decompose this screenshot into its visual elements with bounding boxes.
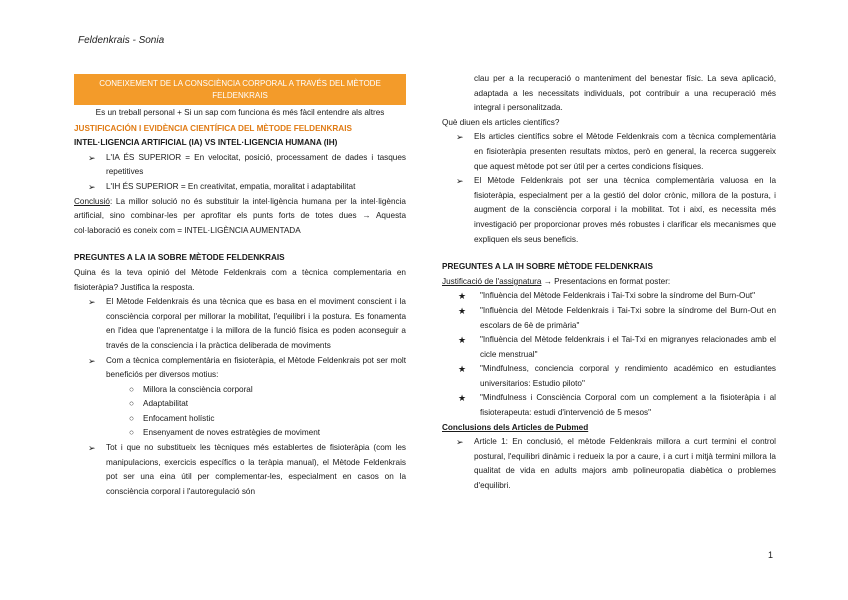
list-item: ➢ El Mètode Feldenkrais pot ser una tècnica complementària valuosa en la fisioteràpia, especialment per a la gestió del dolor crònic, millora de la postura, i augment de la consciència corporal i la mobilitat. Tot i així, es necessita més investigació per proporcionar proves més robustes i clarificar els mecanismes que expliquen els seus beneficis. <box>442 174 776 247</box>
conclusio-label: Conclusió <box>74 196 110 206</box>
justificacio-line <box>442 275 776 290</box>
list-item: ➢ Article 1: En conclusió, el mètode Feldenkrais millora a curt termini el control postural, l'equilibri dinàmic i redueix la por a caure, i a curt i mitjà termini millora la qualitat de vida en adults majors amb polineuropatia diabètica o problemes d'equilibri. <box>442 435 776 493</box>
ia-heading: INTEL·LIGENCIA ARTIFICIAL (IA) VS INTEL·LIGENCIA HUMANA (IH) <box>74 138 338 148</box>
left-column <box>74 74 406 499</box>
circle-bullet-icon: ○ <box>129 428 134 438</box>
star-bullet-icon: ★ <box>458 335 467 346</box>
arrow-bullet-icon: ➢ <box>88 297 96 308</box>
sub-list-item: ○ Ensenyament de noves estratègies de moviment <box>74 426 406 441</box>
sub-list-item: ○ Millora la consciència corporal <box>74 383 406 398</box>
circle-bullet-icon: ○ <box>129 399 134 409</box>
poster-item: ★ "Mindfulness, conciencia corporal y rendimiento académico en estudiantes universitarios: Estudio piloto" <box>442 362 776 391</box>
star-bullet-icon: ★ <box>458 393 467 404</box>
sub-list-item: ○ Adaptabilitat <box>74 397 406 412</box>
sub-list-item: ○ Enfocament holístic <box>74 412 406 427</box>
list-item: ➢ L'IH ÉS SUPERIOR = En creativitat, empatia, moralitat i adaptabilitat <box>74 180 406 195</box>
conclusio-text: : La millor solució no és substituir la intel·ligència humana per la intel·ligència artificial, sino combinar-les per aprofitar els punts forts de totes dues → Aquesta col·laboració es coneix com = INTEL·LIGÈNCIA AUMENTADA <box>74 196 406 235</box>
poster-item: ★ "Mindfulness i Consciència Corporal com un complement a la fisioteràpia i al fisioterapeuta: estudi d'intervenció de 5 mesos" <box>442 391 776 420</box>
poster-item: ★ "Influència del Mètode Feldenkrais i Tai-Txi sobre la síndrome del Burn-Out en escolars de 6è de primària" <box>442 304 776 333</box>
arrow-bullet-icon: ➢ <box>88 181 96 192</box>
star-bullet-icon: ★ <box>458 305 467 316</box>
justificacio-label: Justificació de l'assignatura <box>442 276 542 286</box>
arrow-bullet-icon: ➢ <box>456 176 464 187</box>
list-item: ➢ El Mètode Feldenkrais és una tècnica que es basa en el moviment conscient i la consciència corporal per millorar la mobilitat, l'equilibri i la postura. Es fonamenta en l'idea que l'aprenentatge i la millora de la funció física es poden aconseguir a través de la consciencia i la pràctica deliberada de moviments <box>74 295 406 353</box>
title-banner: CONEIXEMENT DE LA CONSCIÈNCIA CORPORAL A TRAVÉS DEL MÈTODE FELDENKRAIS <box>74 74 406 105</box>
continuation-text: clau per a la recuperació o manteniment del benestar físic. La seva aplicació, adaptada a les necessitats individuals, pot contribuir a una recuperació més integral i personalitzada. <box>474 74 776 113</box>
circle-bullet-icon: ○ <box>129 384 134 394</box>
justificacio-text: → Presentacions en format poster: <box>541 276 671 286</box>
arrow-bullet-icon: ➢ <box>88 152 96 163</box>
poster-item: ★ "Influència del Mètode feldenkrais i el Tai-Txi en migranyes relacionades amb el cicle menstrual" <box>442 333 776 362</box>
list-item: ➢ Tot i que no substitueix les tècniques més establertes de fisioteràpia (com les manipulacions, exercicis específics o la teràpia manual), el Mètode Feldenkrais pot ser una eina útil per complementar-les, especialment en casos on la consciència corporal i l'autoregulació són <box>74 441 406 499</box>
list-item: ➢ Com a tècnica complementària en fisioteràpia, el Mètode Feldenkrais pot ser molt beneficiós per diversos motius: <box>74 354 406 383</box>
question-text: Quina és la teva opinió del Mètode Feldenkrais com a tècnica complementaria en fisioteràpia? Justifica la resposta. <box>74 267 406 292</box>
preguntes-ih-heading: PREGUNTES A LA IH SOBRE MÈTODE FELDENKRAIS <box>442 262 653 272</box>
page-header: Feldenkrais - Sonia <box>78 35 165 46</box>
articles-question: Què diuen els articles científics? <box>442 117 560 127</box>
star-bullet-icon: ★ <box>458 364 467 375</box>
preguntes-ia-heading: PREGUNTES A LA IA SOBRE MÈTODE FELDENKRAIS <box>74 253 285 263</box>
arrow-bullet-icon: ➢ <box>456 132 464 143</box>
circle-bullet-icon: ○ <box>129 413 134 423</box>
poster-item: ★ "Influència del Mètode Feldenkrais i Tai-Txi sobre la síndrome del Burn-Out" <box>442 289 776 304</box>
subtitle: Es un treball personal + Si un sap com funciona és més fàcil entendre als altres <box>95 108 385 117</box>
justification-heading: JUSTIFICACIÓN I EVIDÈNCIA CIENTÍFICA DEL MÈTODE FELDENKRAIS <box>74 123 352 133</box>
list-item: ➢ Els articles científics sobre el Mètode Feldenkrais com a tècnica complementària en fisioteràpia presenten resultats mixtos, però en general, la recerca suggereix que aquest mètode pot ser útil per a certes condicions físiques. <box>442 130 776 174</box>
arrow-bullet-icon: ➢ <box>88 355 96 366</box>
arrow-bullet-icon: ➢ <box>456 437 464 448</box>
arrow-bullet-icon: ➢ <box>88 443 96 454</box>
conclusions-heading: Conclusions dels Articles de Pubmed <box>442 422 589 432</box>
right-column <box>442 72 776 494</box>
list-item: ➢ L'IA ÉS SUPERIOR = En velocitat, posició, processament de dades i tasques repetitives <box>74 151 406 180</box>
page-number: 1 <box>768 550 774 560</box>
star-bullet-icon: ★ <box>458 291 467 302</box>
conclusio-paragraph <box>74 195 406 239</box>
